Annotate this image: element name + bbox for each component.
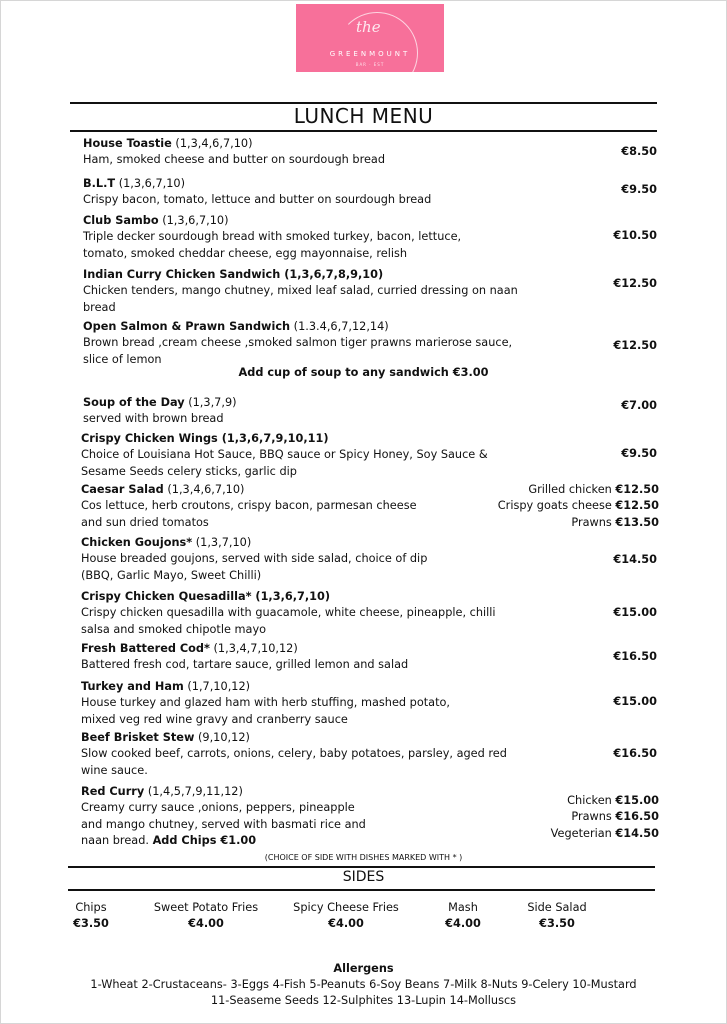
item-name: B.L.T — [83, 177, 116, 190]
item-allergens: (9,10,12) — [194, 731, 250, 744]
item-allergens: (1,3,7,9) — [184, 396, 237, 409]
price-option-value: €12.50 — [615, 483, 659, 496]
item-name: Club Sambo — [83, 214, 159, 227]
item-allergens: (1,3,6,7,10) — [115, 177, 186, 190]
item-description: Cos lettuce, herb croutons, crispy bacon, parmesan cheese — [81, 499, 417, 513]
item-description: Triple decker sourdough bread with smoked turkey, bacon, lettuce, — [83, 230, 462, 244]
price-option — [551, 793, 659, 809]
side-name: Chips — [75, 901, 107, 914]
price-option-label: Grilled chicken — [528, 483, 616, 496]
item-name: Caesar Salad — [81, 483, 164, 496]
item-price: €8.50 — [621, 145, 657, 158]
item-description: Choice of Louisiana Hot Sauce, BBQ sauce or Spicy Honey, Soy Sauce & — [81, 448, 488, 462]
price-option-label: Prawns — [571, 515, 616, 529]
menu-item — [83, 319, 543, 368]
item-heading — [81, 784, 541, 800]
price-option — [551, 826, 659, 842]
item-price: €15.00 — [613, 695, 657, 708]
item-name: Red Curry — [81, 785, 145, 798]
item-description: Chicken tenders, mango chutney, mixed leaf salad, curried dressing on naan — [83, 284, 518, 298]
item-heading — [81, 641, 541, 657]
price-option — [551, 809, 659, 825]
page-title: LUNCH MENU — [293, 104, 434, 128]
price-option-label: Chicken — [567, 794, 616, 807]
side-price: €3.50 — [73, 917, 109, 930]
item-description — [81, 833, 541, 849]
item-heading — [83, 319, 543, 335]
item-price-options — [498, 482, 659, 531]
item-heading — [81, 482, 541, 498]
item-description-end: naan bread. — [81, 833, 153, 847]
price-option-value: €16.50 — [615, 810, 659, 824]
sides-bottom-rule — [68, 889, 655, 891]
logo-brand: GREENMOUNT — [329, 50, 411, 58]
price-option-label: Prawns — [571, 810, 616, 824]
item-description: House breaded goujons, served with side salad, choice of dip — [81, 552, 428, 566]
sides-top-rule — [68, 866, 655, 868]
item-description: slice of lemon — [83, 352, 162, 366]
item-price: €16.50 — [613, 650, 657, 663]
item-allergens: (1.3.4,6,7,12,14) — [290, 320, 389, 333]
item-price: €9.50 — [621, 183, 657, 196]
side-name: Spicy Cheese Fries — [293, 901, 399, 914]
side-price: €3.50 — [539, 917, 575, 930]
item-description: bread — [83, 300, 116, 314]
item-name: Crispy Chicken Quesadilla* (1,3,6,7,10) — [81, 590, 331, 603]
item-name: Open Salmon & Prawn Sandwich — [83, 320, 291, 333]
item-price: €9.50 — [621, 447, 657, 460]
item-description: Ham, smoked cheese and butter on sourdough bread — [83, 153, 386, 167]
item-allergens: (1,3,4,6,7,10) — [163, 483, 245, 496]
menu-item — [81, 482, 541, 531]
item-description: and sun dried tomatos — [81, 515, 209, 529]
item-price: €12.50 — [613, 339, 657, 352]
side-item — [136, 900, 276, 932]
logo-sub: BAR · EST — [355, 62, 385, 67]
item-price: €12.50 — [613, 277, 657, 290]
item-description: served with brown bread — [83, 412, 224, 426]
item-price-options — [551, 793, 659, 842]
item-description: and mango chutney, served with basmati rice and — [81, 817, 366, 831]
side-price: €4.00 — [328, 917, 364, 930]
item-price: €10.50 — [613, 229, 657, 242]
menu-item — [83, 267, 543, 316]
item-heading — [83, 395, 543, 411]
item-heading — [83, 176, 543, 192]
menu-item — [81, 589, 541, 638]
item-description: Slow cooked beef, carrots, onions, celery, baby potatoes, parsley, aged red — [81, 747, 507, 761]
item-heading — [81, 679, 541, 695]
allergens-line-2: 11-Seaseme Seeds 12-Sulphites 13-Lupin 14-Molluscs — [210, 994, 517, 1007]
item-name: Chicken Goujons* — [81, 536, 193, 549]
item-name: Crispy Chicken Wings (1,3,6,7,9,10,11) — [81, 432, 329, 445]
item-description: House turkey and glazed ham with herb stuffing, mashed potato, — [81, 696, 451, 710]
item-allergens: (1,7,10,12) — [183, 680, 251, 693]
item-description: Crispy chicken quesadilla with guacamole, white cheese, pineapple, chilli — [81, 606, 496, 620]
side-name: Mash — [448, 901, 478, 914]
item-allergens: (1,4,5,7,9,11,12) — [144, 785, 243, 798]
price-option — [498, 515, 659, 531]
price-option — [498, 498, 659, 514]
item-heading — [83, 213, 543, 229]
side-price: €4.00 — [445, 917, 481, 930]
price-option-value: €14.50 — [615, 826, 659, 840]
side-price: €4.00 — [188, 917, 224, 930]
price-option-value: €15.00 — [615, 794, 659, 807]
menu-item — [81, 431, 541, 480]
item-allergens: (1,3,6,7,10) — [158, 214, 229, 227]
item-price: €16.50 — [613, 747, 657, 760]
item-price: €14.50 — [613, 553, 657, 566]
item-heading — [81, 535, 541, 551]
item-name: House Toastie — [83, 137, 172, 150]
price-option-value: €13.50 — [615, 515, 659, 529]
price-option-label: Crispy goats cheese — [497, 499, 616, 513]
item-description: Creamy curry sauce ,onions, peppers, pineapple — [81, 801, 355, 815]
item-price: €15.00 — [613, 606, 657, 619]
item-description: salsa and smoked chipotle mayo — [81, 622, 267, 636]
side-name: Sweet Potato Fries — [153, 901, 259, 914]
item-heading — [81, 431, 541, 447]
item-allergens: (1,3,4,7,10,12) — [209, 642, 298, 655]
item-allergens: (1,3,7,10) — [192, 536, 252, 549]
item-name: Soup of the Day — [83, 396, 185, 409]
item-description: tomato, smoked cheddar cheese, egg mayonnaise, relish — [83, 246, 408, 260]
soup-addon-note: Add cup of soup to any sandwich €3.00 — [238, 366, 489, 379]
allergens-line-1: 1-Wheat 2-Crustaceans- 3-Eggs 4-Fish 5-Peanuts 6-Soy Beans 7-Milk 8-Nuts 9-Celery 10-Mustard — [90, 978, 637, 991]
menu-item — [83, 395, 543, 428]
title-bottom-rule — [70, 130, 657, 132]
item-heading — [81, 589, 541, 605]
menu-item — [81, 784, 541, 849]
greenmount-logo — [296, 4, 444, 72]
item-allergens: (1,3,4,6,7,10) — [171, 137, 253, 150]
menu-item — [81, 730, 541, 779]
item-description: wine sauce. — [81, 763, 148, 777]
item-name: Indian Curry Chicken Sandwich (1,3,6,7,8,9,10) — [83, 268, 384, 281]
side-name: Side Salad — [527, 901, 587, 914]
menu-item — [81, 641, 541, 674]
price-option-value: €12.50 — [615, 499, 659, 513]
item-description: Battered fresh cod, tartare sauce, grilled lemon and salad — [81, 658, 409, 672]
item-description: Brown bread ,cream cheese ,smoked salmon tiger prawns marierose sauce, — [83, 336, 513, 350]
side-item — [487, 900, 627, 932]
price-option-label: Vegeterian — [550, 826, 616, 840]
logo-script: the — [356, 18, 381, 36]
item-heading — [81, 730, 541, 746]
menu-item — [81, 535, 541, 584]
allergens-title: Allergens — [333, 962, 394, 975]
menu-item — [83, 213, 543, 262]
menu-item — [83, 176, 543, 209]
item-heading — [83, 267, 543, 283]
item-price: €7.00 — [621, 399, 657, 412]
sides-title: SIDES — [342, 869, 385, 885]
item-description: Sesame Seeds celery sticks, garlic dip — [81, 464, 297, 478]
side-choice-note: (CHOICE OF SIDE WITH DISHES MARKED WITH * ) — [264, 853, 463, 862]
item-description: (BBQ, Garlic Mayo, Sweet Chilli) — [81, 568, 262, 582]
item-description: Crispy bacon, tomato, lettuce and butter on sourdough bread — [83, 193, 432, 207]
add-chips-note: Add Chips €1.00 — [152, 833, 257, 847]
menu-item — [81, 679, 541, 728]
item-name: Beef Brisket Stew — [81, 731, 195, 744]
item-name: Fresh Battered Cod* — [81, 642, 210, 655]
menu-item — [83, 136, 543, 169]
item-description: mixed veg red wine gravy and cranberry sauce — [81, 712, 348, 726]
item-name: Turkey and Ham — [81, 680, 184, 693]
item-heading — [83, 136, 543, 152]
price-option — [498, 482, 659, 498]
